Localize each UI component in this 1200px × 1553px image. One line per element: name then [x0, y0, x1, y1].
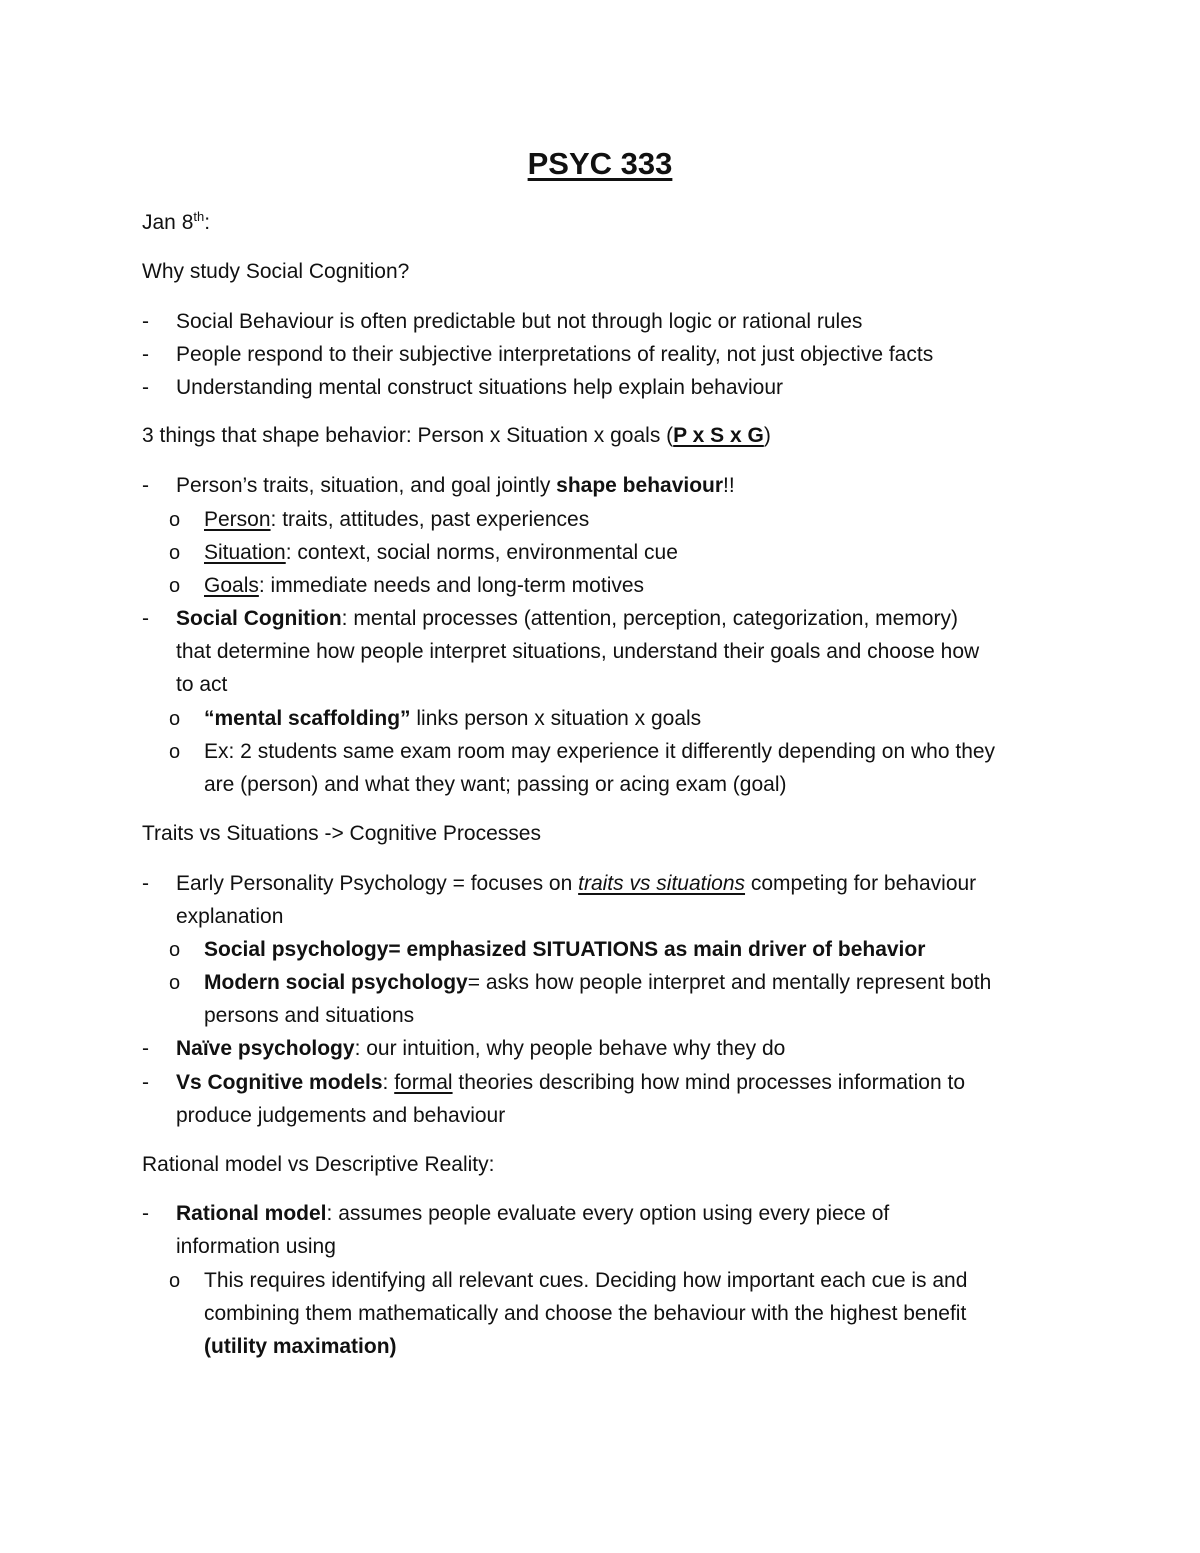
circle-bullet: o	[169, 972, 181, 994]
circle-bullet: o	[169, 575, 181, 597]
list-item: Social Cognition: mental processes (attention, perception, categorization, memory)	[176, 607, 958, 630]
list-item: Social Behaviour is often predictable but not through logic or rational rules	[176, 310, 863, 333]
dash-bullet: -	[142, 310, 149, 333]
dash-bullet: -	[142, 376, 149, 399]
date-line: Jan 8th:	[142, 209, 211, 234]
circle-bullet: o	[169, 542, 181, 564]
list-item: People respond to their subjective interpretations of reality, not just objective facts	[176, 343, 934, 366]
circle-bullet: o	[169, 509, 181, 531]
list-item: Early Personality Psychology = focuses on traits vs situations competing for behaviour	[176, 872, 977, 895]
circle-bullet: o	[169, 708, 181, 730]
dash-bullet: -	[142, 1037, 149, 1060]
list-item-continuation: that determine how people interpret situations, understand their goals and choose how	[176, 640, 980, 663]
list-item-continuation: information using	[176, 1235, 336, 1258]
sub-list-item: Social psychology= emphasized SITUATIONS as main driver of behavior	[204, 938, 926, 961]
dash-bullet: -	[142, 474, 149, 497]
list-item: Vs Cognitive models: formal theories describing how mind processes information to	[176, 1071, 965, 1094]
list-item: Understanding mental construct situations help explain behaviour	[176, 376, 784, 399]
sub-list-item: Person: traits, attitudes, past experiences	[204, 508, 590, 531]
circle-bullet: o	[169, 741, 181, 763]
circle-bullet: o	[169, 939, 181, 961]
list-item: Naïve psychology: our intuition, why people behave why they do	[176, 1037, 786, 1060]
circle-bullet: o	[169, 1270, 181, 1292]
list-item: Rational model: assumes people evaluate every option using every piece of	[176, 1202, 890, 1225]
dash-bullet: -	[142, 1071, 149, 1094]
page-title: PSYC 333	[527, 146, 673, 181]
sub-list-item: Modern social psychology= asks how people interpret and mentally represent both	[204, 971, 992, 994]
dash-bullet: -	[142, 607, 149, 630]
dash-bullet: -	[142, 872, 149, 895]
list-item-continuation: produce judgements and behaviour	[176, 1104, 506, 1127]
section-heading: Traits vs Situations -> Cognitive Processes	[142, 822, 541, 845]
dash-bullet: -	[142, 343, 149, 366]
sub-list-item: Ex: 2 students same exam room may experience it differently depending on who they	[204, 740, 996, 763]
sub-list-item-continuation: are (person) and what they want; passing or acing exam (goal)	[204, 773, 787, 796]
section-heading: Rational model vs Descriptive Reality:	[142, 1153, 495, 1176]
section-heading: Why study Social Cognition?	[142, 260, 410, 283]
sub-list-item: This requires identifying all relevant cues. Deciding how important each cue is and	[204, 1269, 968, 1292]
sub-list-item: “mental scaffolding” links person x situation x goals	[204, 707, 702, 730]
section-heading: 3 things that shape behavior: Person x Situation x goals (P x S x G)	[142, 424, 771, 447]
sub-list-item: Goals: immediate needs and long-term motives	[204, 574, 645, 597]
list-item-continuation: explanation	[176, 905, 284, 928]
list-item: Person’s traits, situation, and goal jointly shape behaviour!!	[176, 474, 735, 497]
dash-bullet: -	[142, 1202, 149, 1225]
sub-list-item-continuation: persons and situations	[204, 1004, 415, 1027]
sub-list-item-continuation: (utility maximation)	[204, 1335, 397, 1358]
sub-list-item-continuation: combining them mathematically and choose the behaviour with the highest benefit	[204, 1302, 967, 1325]
list-item-continuation: to act	[176, 673, 228, 696]
sub-list-item: Situation: context, social norms, environmental cue	[204, 541, 678, 564]
